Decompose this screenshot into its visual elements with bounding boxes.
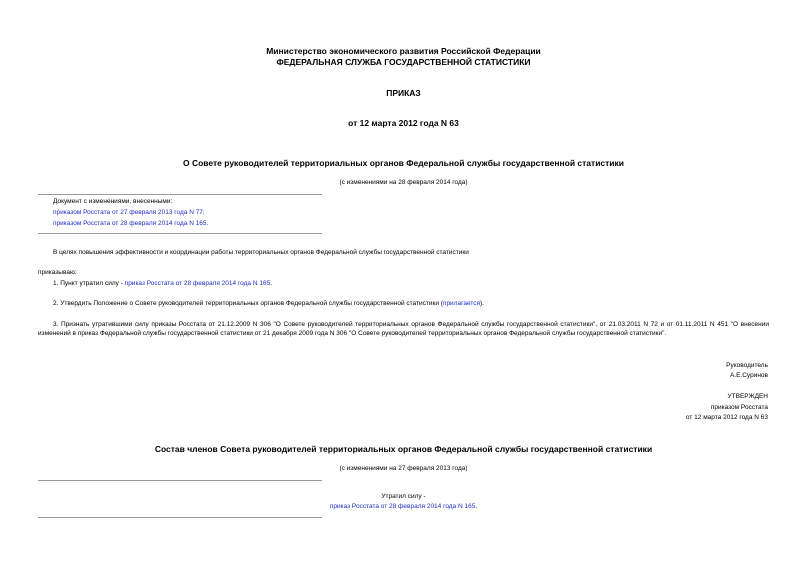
purpose-text: В целях повышения эффективности и координации работы территориальных органов Федеральной службы государственной статистики [53, 249, 469, 256]
divider-bottom [38, 233, 322, 234]
doc-type: ПРИКАЗ [386, 88, 421, 98]
paragraph-2-prefix: 2. Утвердить Положение о Совете руководителей территориальных органов Федеральной службы государственной статистики ( [53, 300, 443, 307]
signature-name: А.Е.Суринов [729, 372, 768, 379]
section2-divider-bottom [38, 517, 322, 518]
paragraph-3: 3. Признать утратившими силу приказы Росстата от 21.12.2009 N 306 "О Совете руководителей территориальных органов Федеральной службы государственной статистики", от 21.03.2011 N 72 и от 01.11.2011 N 451 "О внесении изменений в приказ Федеральной службы государственной статистики от 21 декабря 2009 года N 306 "О Совете руководителей территориальных органов Федеральной службы государственной статистики". [38, 321, 769, 337]
changes-intro: Документ с изменениями, внесенными: [53, 198, 173, 205]
section2-void-line [0, 502, 807, 511]
section2-title: Состав членов Совета руководителей территориальных органов Федеральной службы государственной статистики [154, 444, 653, 454]
approval-line-1: УТВЕРЖДЕН [727, 393, 768, 400]
order-word: приказываю: [38, 269, 77, 276]
paragraph-1 [53, 279, 272, 288]
revision-note: (с изменениями на 28 февраля 2014 года) [339, 179, 468, 186]
section2-revision-note: (с изменениями на 27 февраля 2013 года) [339, 465, 468, 472]
change-link-1[interactable]: приказом Росстата от 27 февраля 2013 года N 77; [53, 209, 205, 216]
paragraph-2-link[interactable]: прилагается [442, 300, 481, 307]
paragraph-2-suffix: ). [480, 300, 484, 307]
page-title: О Совете руководителей территориальных органов Федеральной службы государственной статистики [182, 158, 625, 168]
section2-void-link[interactable]: приказ Росстата от 28 февраля 2014 года N 165 [329, 503, 476, 510]
section2-void-suffix: . [475, 503, 478, 510]
paragraph-2 [53, 299, 484, 308]
change-link-2[interactable]: приказом Росстата от 28 февраля 2014 года N 165. [53, 220, 209, 227]
divider-top [38, 194, 322, 195]
approval-line-2: приказом Росстата [710, 404, 768, 411]
service-heading: ФЕДЕРАЛЬНАЯ СЛУЖБА ГОСУДАРСТВЕННОЙ СТАТИСТИКИ [276, 57, 531, 67]
section2-void-label: Утратил силу - [381, 493, 426, 500]
paragraph-1-suffix: . [270, 280, 273, 287]
paragraph-1-prefix: 1. Пункт утратил силу - [53, 280, 125, 287]
approval-line-3: от 12 марта 2012 года N 63 [685, 414, 768, 421]
paragraph-1-link[interactable]: приказ Росстата от 28 февраля 2014 года N 165 [124, 280, 271, 287]
ministry-heading: Министерство экономического развития Российской Федерации [266, 46, 541, 56]
doc-date: от 12 марта 2012 года N 63 [348, 118, 459, 128]
section2-divider-top [38, 480, 322, 481]
signature-role: Руководитель [726, 362, 768, 369]
